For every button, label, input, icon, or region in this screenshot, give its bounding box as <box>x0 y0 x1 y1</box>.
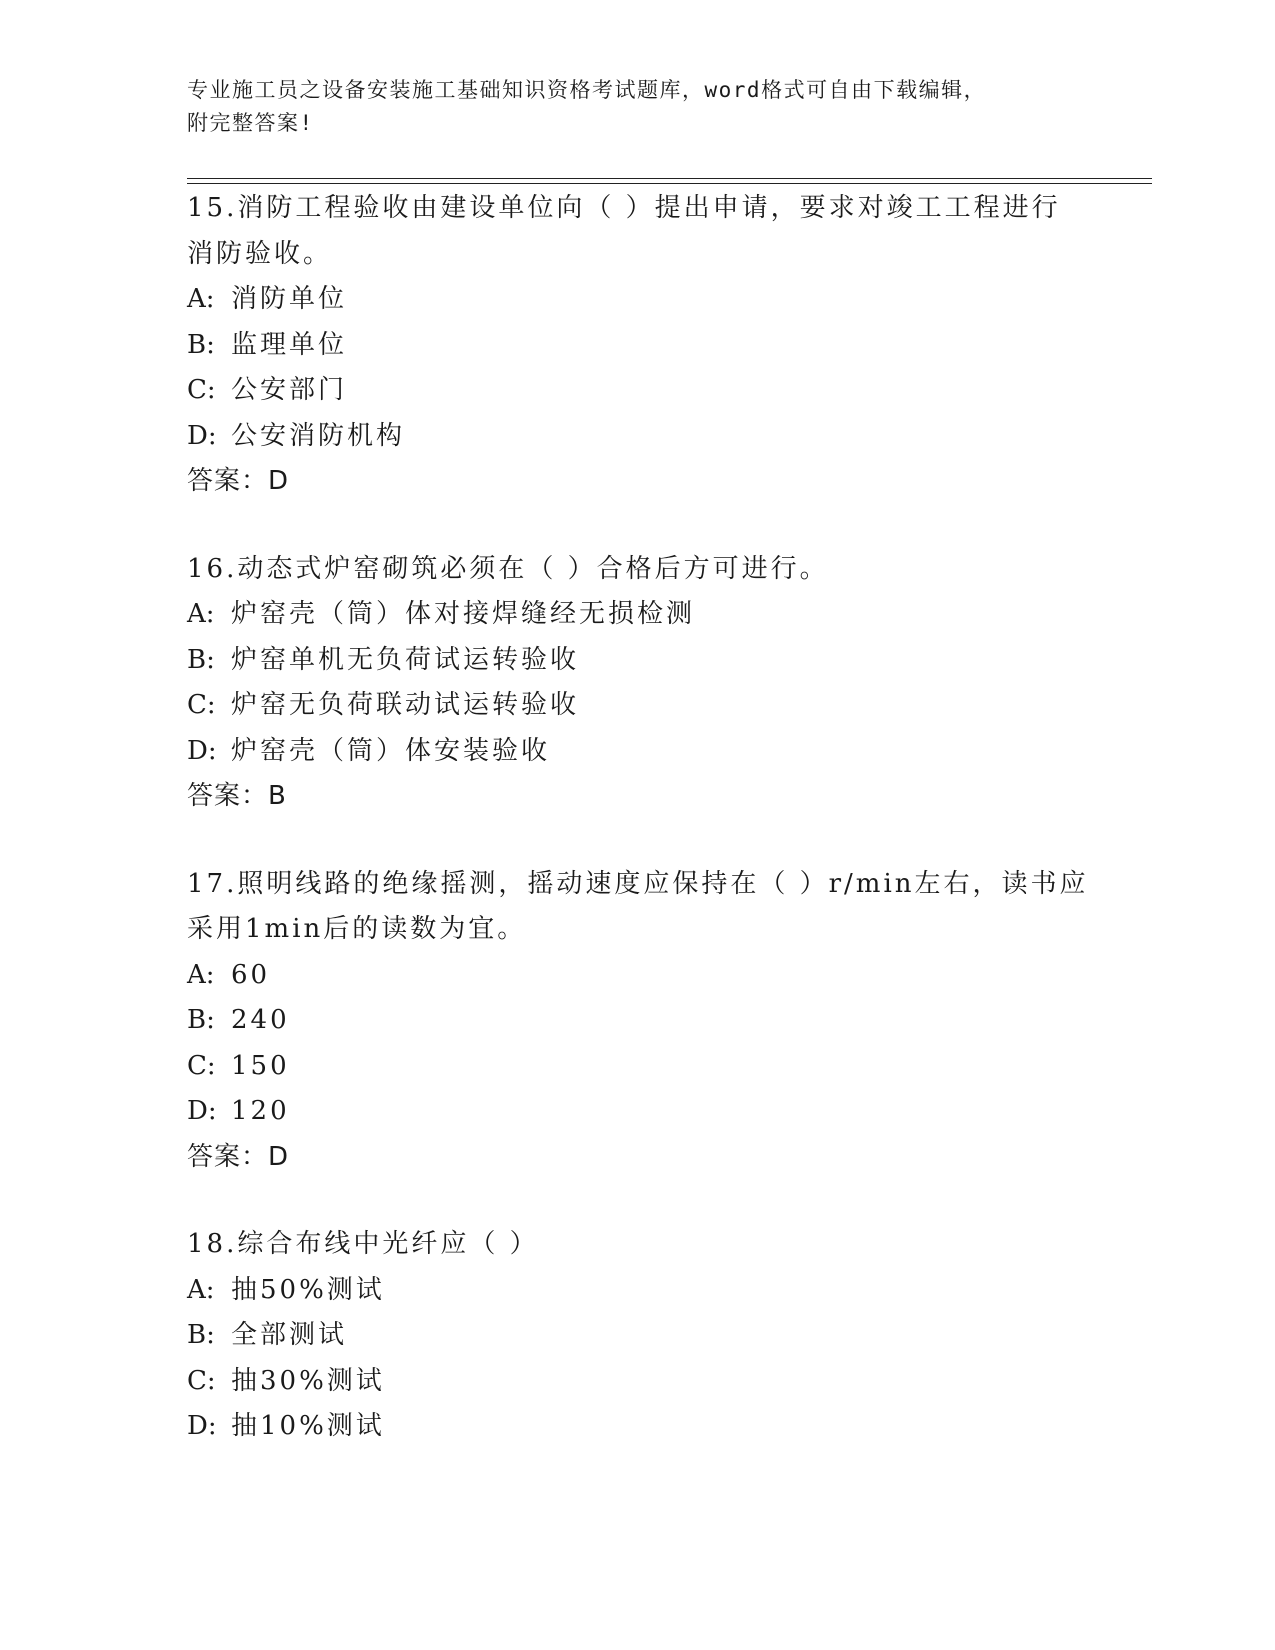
option-letter: D: <box>187 735 217 766</box>
answer-option <box>187 1089 1087 1135</box>
header-line-1: 专业施工员之设备安装施工基础知识资格考试题库，word格式可自由下载编辑， <box>187 78 987 102</box>
answer-option <box>187 1359 1087 1405</box>
answer-option <box>187 729 1087 775</box>
answer-option <box>187 277 1087 323</box>
answer-key: 答案：B <box>187 781 287 811</box>
option-text: 全部测试 <box>231 1320 348 1350</box>
question-stem-line: 17.照明线路的绝缘摇测，摇动速度应保持在（ ）r/min左右，读书应 <box>187 868 1089 899</box>
option-letter: A: <box>187 599 215 629</box>
option-text: 公安消防机构 <box>231 420 406 451</box>
answer-option <box>187 368 1087 414</box>
option-letter: A: <box>187 959 215 990</box>
option-letter: D: <box>187 1096 217 1126</box>
header-line-2: 附完整答案! <box>187 111 314 135</box>
answer-option <box>187 1268 1087 1314</box>
option-letter: A: <box>187 1274 215 1305</box>
question-block <box>187 1222 1087 1450</box>
question-stem-line: 16.动态式炉窑砌筑必须在（ ）合格后方可进行。 <box>187 553 829 584</box>
option-letter: C: <box>187 375 216 405</box>
question-block <box>187 862 1087 1181</box>
option-letter: C: <box>187 690 216 720</box>
answer-option <box>187 998 1087 1044</box>
option-text: 120 <box>231 1096 290 1126</box>
option-letter: B: <box>187 1005 215 1035</box>
option-text: 监理单位 <box>231 329 348 360</box>
option-text: 抽50%测试 <box>231 1274 385 1305</box>
option-letter: B: <box>187 329 215 360</box>
option-letter: A: <box>187 284 215 314</box>
document-header <box>187 74 1087 140</box>
answer-option <box>187 953 1087 999</box>
question-list <box>187 186 1087 1450</box>
header-rule-bottom <box>187 183 1152 184</box>
question-block <box>187 547 1087 820</box>
option-text: 消防单位 <box>231 284 348 314</box>
option-letter: C: <box>187 1365 216 1396</box>
option-letter: B: <box>187 644 215 675</box>
answer-option <box>187 414 1087 460</box>
answer-option <box>187 592 1087 638</box>
option-letter: D: <box>187 420 217 451</box>
answer-option <box>187 1313 1087 1359</box>
option-text: 炉窑壳（筒）体对接焊缝经无损检测 <box>231 599 696 629</box>
option-text: 抽10%测试 <box>231 1411 385 1441</box>
answer-option <box>187 1044 1087 1090</box>
question-stem-line: 消防验收。 <box>187 238 333 269</box>
option-text: 240 <box>231 1005 290 1035</box>
option-text: 抽30%测试 <box>231 1365 385 1396</box>
question-stem-line: 18.综合布线中光纤应（ ） <box>187 1229 539 1259</box>
question-stem-line: 15.消防工程验收由建设单位向（ ）提出申请，要求对竣工工程进行 <box>187 193 1061 223</box>
option-letter: B: <box>187 1320 215 1350</box>
option-text: 炉窑壳（筒）体安装验收 <box>231 735 551 766</box>
header-rule-top <box>187 178 1152 179</box>
option-text: 炉窑无负荷联动试运转验收 <box>231 690 580 720</box>
question-stem-line: 采用1min后的读数为宜。 <box>187 914 527 944</box>
answer-option <box>187 323 1087 369</box>
answer-key: 答案：D <box>187 466 290 496</box>
answer-key: 答案：D <box>187 1141 290 1172</box>
answer-option <box>187 638 1087 684</box>
option-letter: C: <box>187 1050 216 1081</box>
answer-option <box>187 683 1087 729</box>
option-text: 公安部门 <box>231 375 348 405</box>
option-text: 60 <box>231 959 271 990</box>
question-block <box>187 186 1087 505</box>
option-letter: D: <box>187 1411 217 1441</box>
option-text: 炉窑单机无负荷试运转验收 <box>231 644 580 675</box>
answer-option <box>187 1404 1087 1450</box>
option-text: 150 <box>231 1050 290 1081</box>
